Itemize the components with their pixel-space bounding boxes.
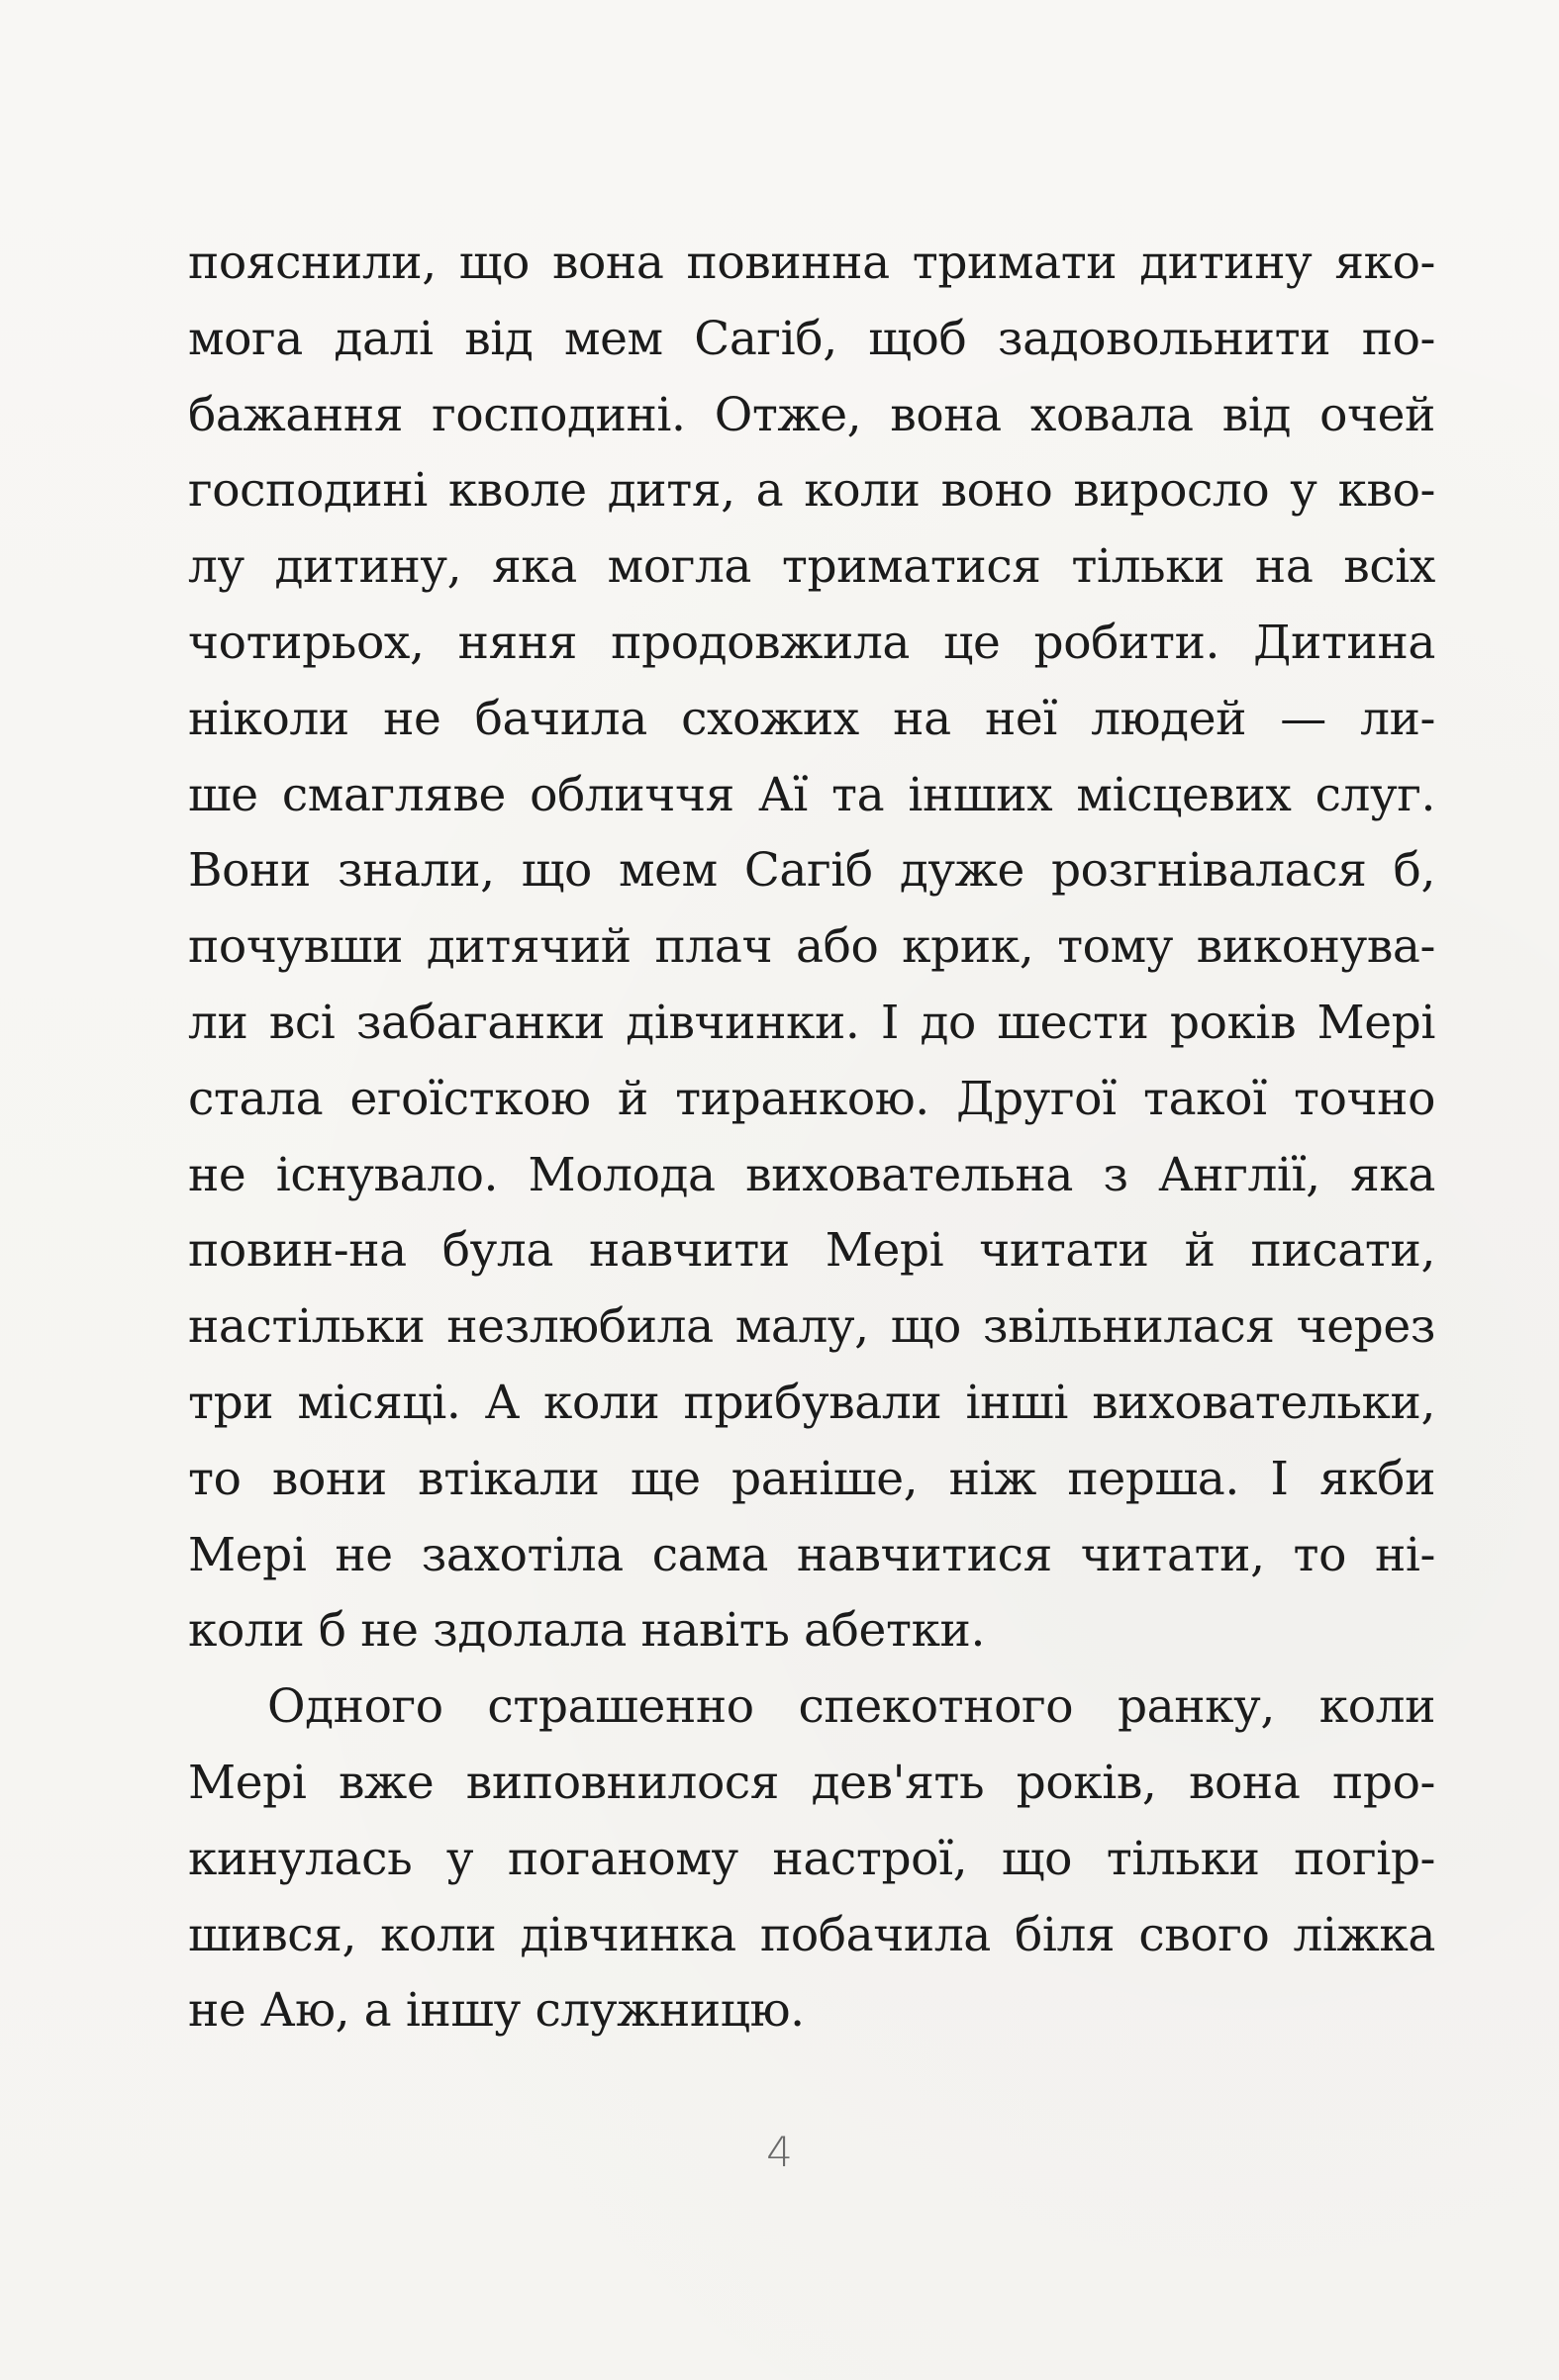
page-number: 4 — [766, 2128, 793, 2176]
text-line: кинулась у поганому настрої, що тільки погір- — [188, 1831, 1435, 1886]
text-line: Вони знали, що мем Сагіб дуже розгнівалася б, — [188, 843, 1435, 899]
text-line: почувши дитячий плач або крик, тому виконува- — [188, 919, 1435, 975]
text-line: Мері не захотіла сама навчитися читати, то ні- — [188, 1527, 1435, 1582]
text-line: господині кволе дитя, а коли воно виросло у кво- — [188, 463, 1435, 519]
text-line: то вони втікали ще раніше, ніж перша. І якби — [188, 1451, 1435, 1506]
text-line: ли всі забаганки дівчинки. І до шести років Мері — [188, 995, 1435, 1050]
text-line: настільки незлюбила малу, що звільнилася через — [188, 1299, 1435, 1355]
body-text — [188, 226, 1435, 2049]
text-line: чотирьох, няня продовжила це робити. Дитина — [188, 615, 1435, 670]
text-line: ніколи не бачила схожих на неї людей — ли- — [188, 691, 1435, 746]
text-line: ше смагляве обличчя Аї та інших місцевих слуг. — [188, 767, 1435, 822]
text-line: шився, коли дівчинка побачила біля свого ліжка — [188, 1907, 1435, 1962]
text-line: повин-на була навчити Мері читати й писати, — [188, 1223, 1435, 1279]
text-line: пояснили, що вона повинна тримати дитину яко- — [188, 236, 1435, 290]
text-line: лу дитину, яка могла триматися тільки на всіх — [188, 539, 1435, 595]
text-line: Одного страшенно спекотного ранку, коли — [267, 1679, 1435, 1735]
text-line: Мері вже виповнилося дев'ять років, вона про- — [188, 1755, 1435, 1810]
text-line: стала егоїсткою й тиранкою. Другої такої точно — [188, 1071, 1435, 1126]
text-line: мога далі від мем Сагіб, щоб задовольнити по- — [188, 311, 1435, 366]
text-line: не Аю, а іншу служницю. — [188, 1983, 805, 2039]
text-line: коли б не здолала навіть абетки. — [188, 1603, 986, 1659]
text-line: три місяці. А коли прибували інші виховательки, — [188, 1375, 1435, 1430]
text-line: бажання господині. Отже, вона ховала від очей — [188, 387, 1435, 442]
text-line: не існувало. Молода виховательна з Англії, яка — [188, 1147, 1435, 1202]
